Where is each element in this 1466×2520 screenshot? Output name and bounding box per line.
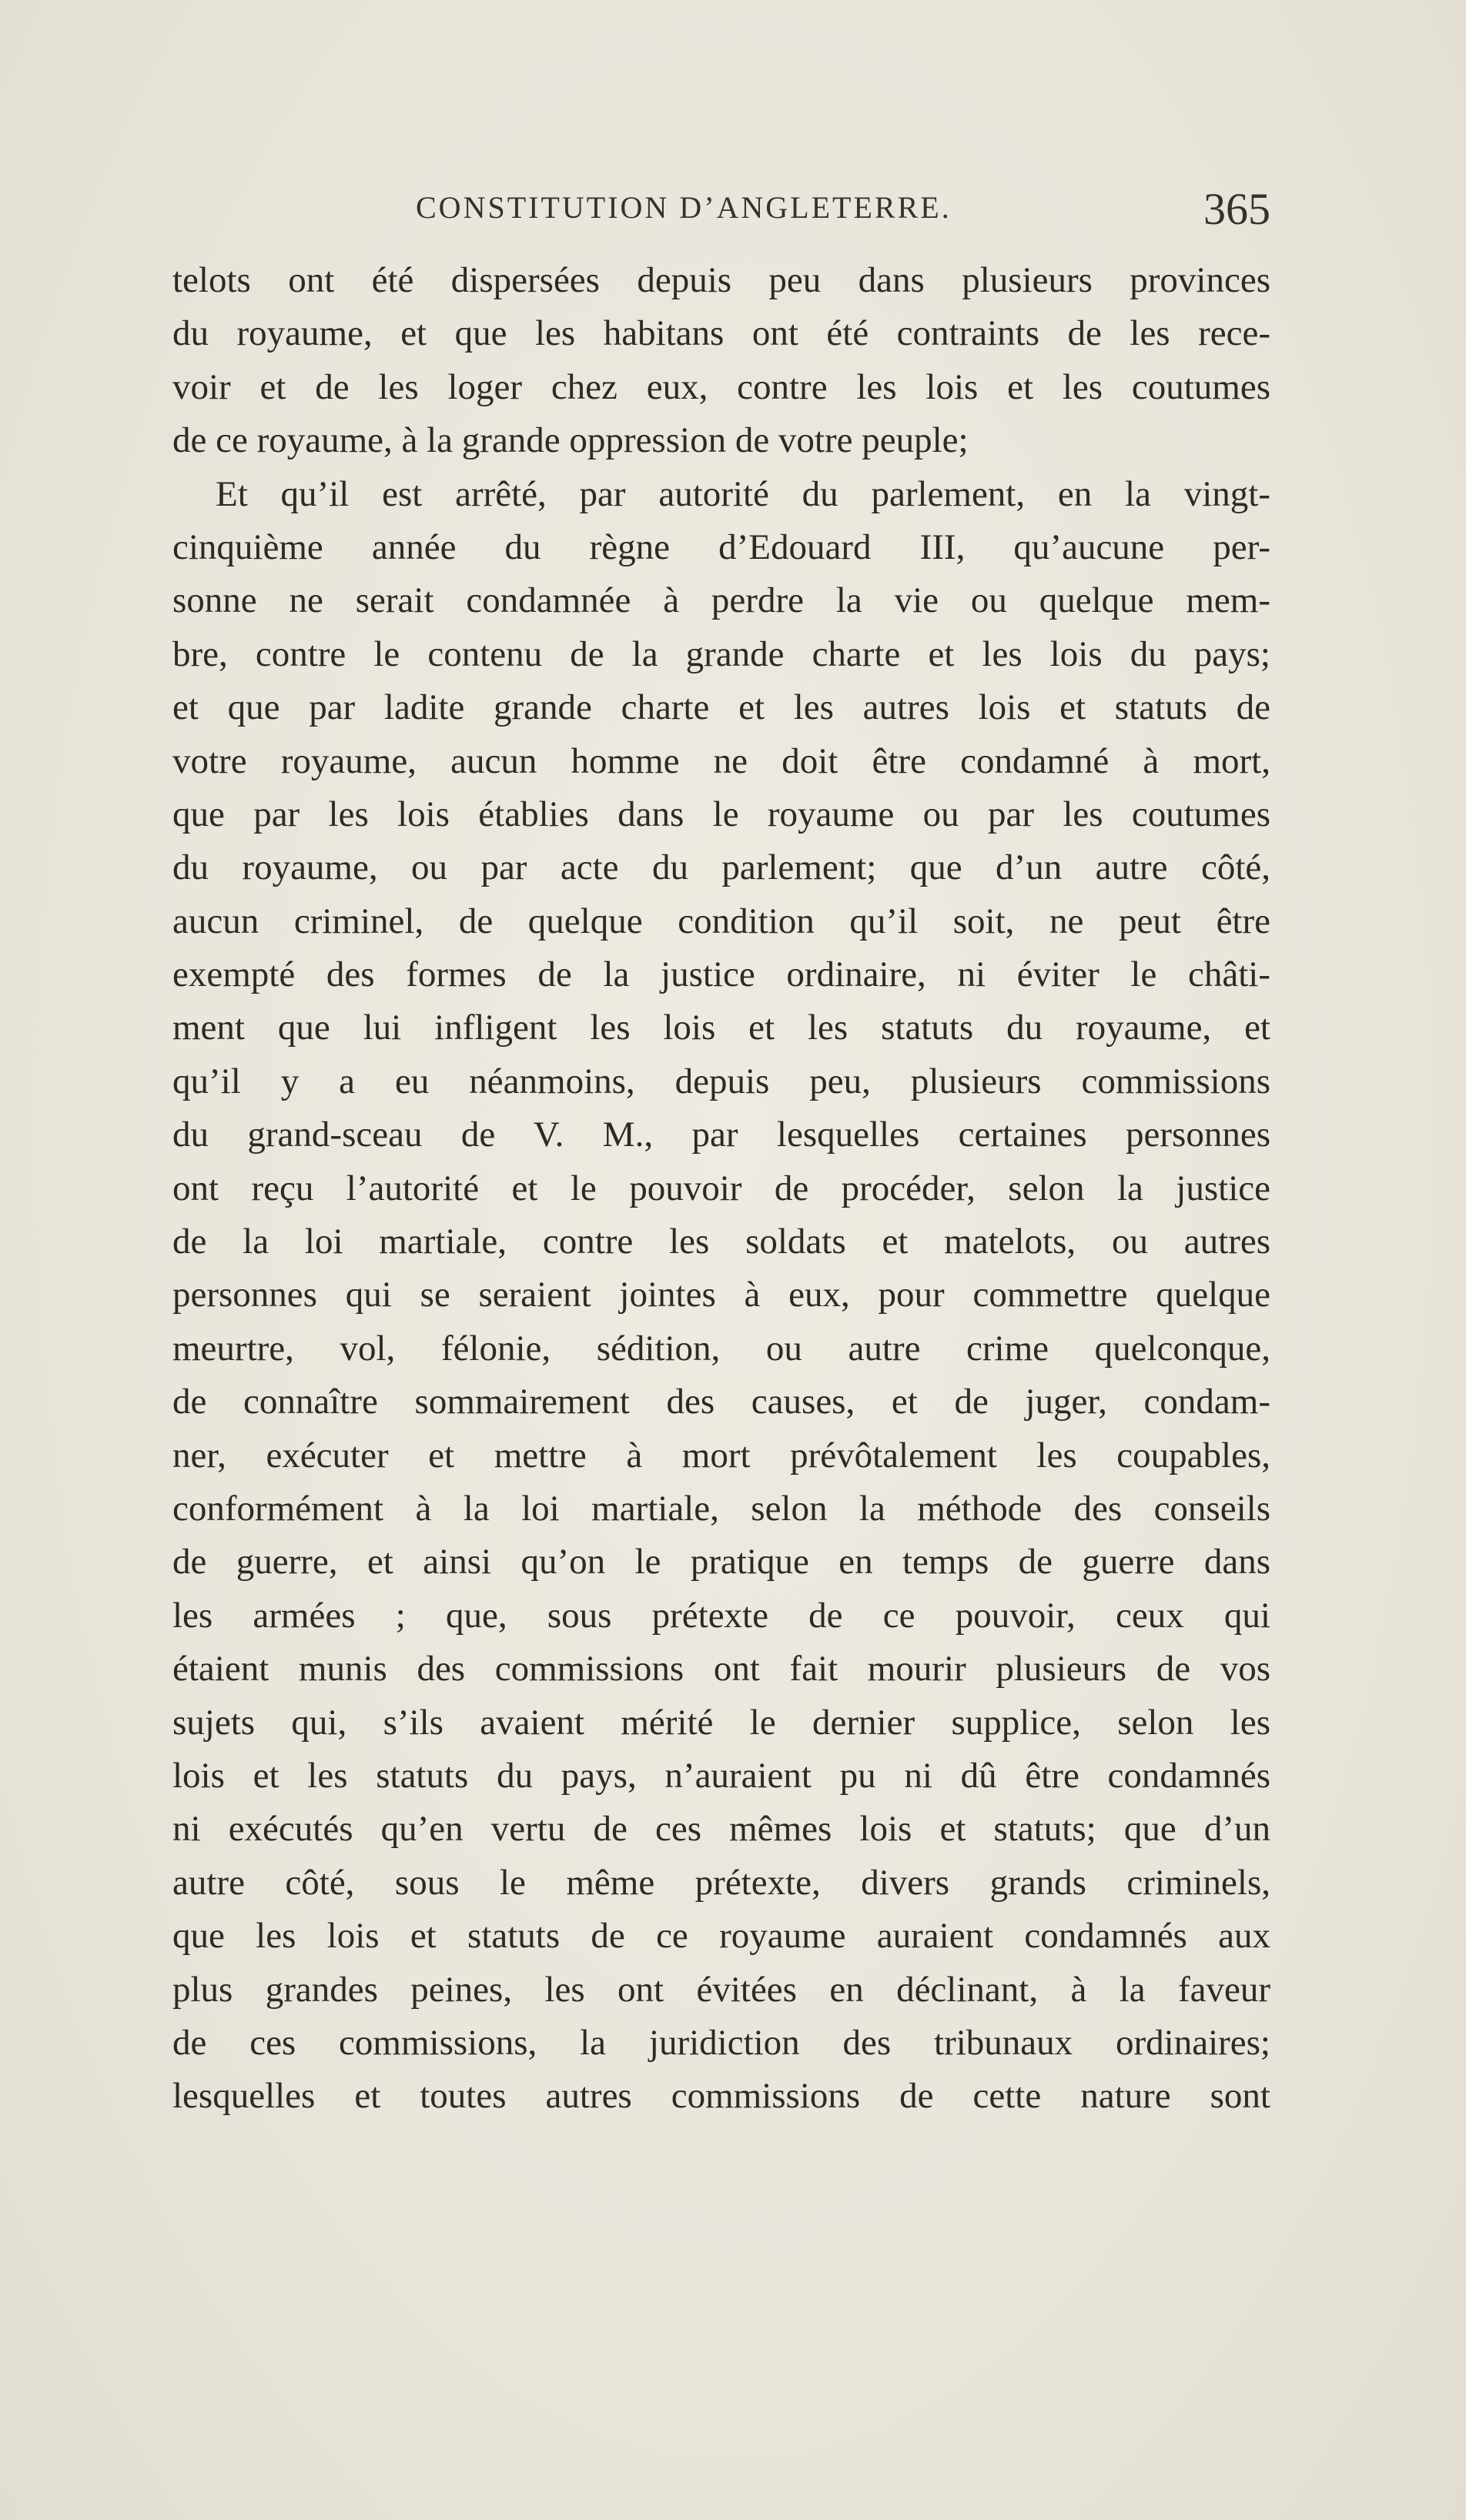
text-line: du royaume, ou par acte du parlement; que d’un autre côté, xyxy=(172,847,1270,888)
text-line: conformément à la loi martiale, selon la méthode des conseils xyxy=(172,1488,1270,1529)
text-line: sujets qui, s’ils avaient mérité le dernier supplice, selon les xyxy=(172,1702,1270,1743)
body-text xyxy=(172,254,1270,2124)
text-line: ni exécutés qu’en vertu de ces mêmes lois et statuts; que d’un xyxy=(172,1809,1270,1850)
running-title: CONSTITUTION D’ANGLETERRE. xyxy=(416,190,952,225)
text-line: voir et de les loger chez eux, contre les lois et les coutumes xyxy=(172,366,1270,407)
text-line: du royaume, et que les habitans ont été contraints de les rece- xyxy=(172,313,1270,354)
text-line: ont reçu l’autorité et le pouvoir de procéder, selon la justice xyxy=(172,1168,1270,1208)
text-line: lesquelles et toutes autres commissions de cette nature sont xyxy=(172,2076,1270,2117)
text-line: de ce royaume, à la grande oppression de votre peuple; xyxy=(172,420,969,461)
text-line: du grand-sceau de V. M., par lesquelles certaines personnes xyxy=(172,1115,1270,1155)
text-line: votre royaume, aucun homme ne doit être condamné à mort, xyxy=(172,740,1270,781)
text-line: de connaître sommairement des causes, et de juger, condam- xyxy=(172,1382,1270,1422)
text-line: étaient munis des commissions ont fait mourir plusieurs de vos xyxy=(172,1649,1270,1689)
text-line: bre, contre le contenu de la grande charte et les lois du pays; xyxy=(172,633,1270,674)
text-line: et que par ladite grande charte et les autres lois et statuts de xyxy=(172,687,1270,728)
text-line: sonne ne serait condamnée à perdre la vie ou quelque mem- xyxy=(172,580,1270,621)
text-line: lois et les statuts du pays, n’auraient pu ni dû être condamnés xyxy=(172,1755,1270,1796)
text-line: ment que lui infligent les lois et les statuts du royaume, et xyxy=(172,1008,1270,1048)
text-line: plus grandes peines, les ont évitées en déclinant, à la faveur xyxy=(172,1969,1270,2010)
text-line: personnes qui se seraient jointes à eux, pour commettre quelque xyxy=(172,1275,1270,1315)
text-line: les armées ; que, sous prétexte de ce pouvoir, ceux qui xyxy=(172,1595,1270,1636)
text-line: cinquième année du règne d’Edouard III, qu’aucune per- xyxy=(172,526,1270,567)
text-line: de ces commissions, la juridiction des tribunaux ordinaires; xyxy=(172,2022,1270,2063)
text-line: ner, exécuter et mettre à mort prévôtalement les coupables, xyxy=(172,1435,1270,1476)
text-line: exempté des formes de la justice ordinaire, ni éviter le châti- xyxy=(172,954,1270,995)
text-line: meurtre, vol, félonie, sédition, ou autre crime quelconque, xyxy=(172,1328,1270,1369)
text-line: qu’il y a eu néanmoins, depuis peu, plusieurs commissions xyxy=(172,1061,1270,1101)
text-line: autre côté, sous le même prétexte, divers grands criminels, xyxy=(172,1862,1270,1903)
text-line: aucun criminel, de quelque condition qu’il soit, ne peut être xyxy=(172,901,1270,941)
text-line: telots ont été dispersées depuis peu dans plusieurs provinces xyxy=(172,260,1270,300)
text-line: de guerre, et ainsi qu’on le pratique en temps de guerre dans xyxy=(172,1542,1270,1583)
page-header xyxy=(416,183,1270,237)
text-line: que par les lois établies dans le royaume ou par les coutumes xyxy=(172,794,1270,834)
text-line: que les lois et statuts de ce royaume auraient condamnés aux xyxy=(172,1916,1270,1957)
text-line: de la loi martiale, contre les soldats et matelots, ou autres xyxy=(172,1222,1270,1262)
text-line: Et qu’il est arrêté, par autorité du parlement, en la vingt- xyxy=(216,473,1270,514)
page-number: 365 xyxy=(1203,184,1270,234)
